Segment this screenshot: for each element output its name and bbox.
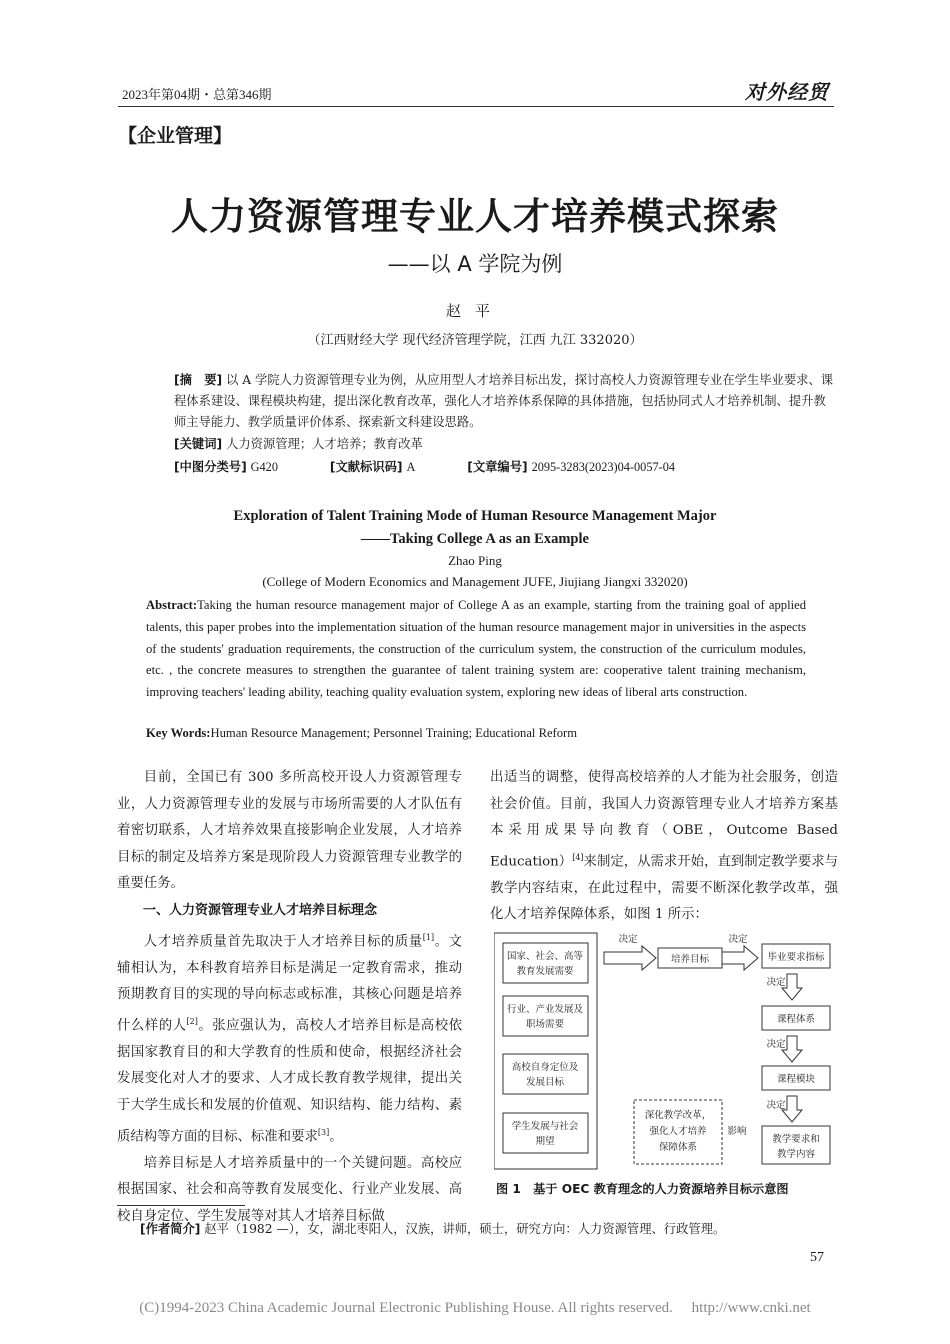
english-abstract — [146, 595, 806, 704]
english-title — [0, 505, 950, 551]
clc-value: G420 — [250, 460, 278, 474]
input-label-1a: 国家、社会、高等 — [506, 951, 584, 962]
keywords-cn-text: 人力资源管理；人才培养；教育改革 — [226, 437, 423, 451]
input-label-2b: 职场需要 — [525, 1019, 565, 1030]
grad-req-label: 毕业要求指标 — [767, 952, 825, 963]
page-subtitle: ——以 A 学院为例 — [387, 252, 563, 276]
figure-caption: 图 1 基于 OEC 教育理念的人力资源培养目标示意图 — [496, 1182, 789, 1196]
english-keywords — [146, 726, 806, 741]
article-id-label: [文章编号] — [467, 460, 528, 474]
input-label-1b: 教育发展需要 — [516, 966, 574, 977]
input-label-2a: 行业、产业发展及 — [506, 1004, 584, 1015]
english-abstract-label: Abstract: — [146, 598, 198, 612]
section-heading: 一、人力资源管理专业人才培养目标理念 — [143, 902, 378, 918]
input-box-4 — [503, 1113, 588, 1153]
english-keywords-label: Key Words: — [146, 726, 211, 740]
goal-label: 培养目标 — [670, 954, 710, 965]
input-label-3b: 发展目标 — [525, 1077, 565, 1088]
page-number: 57 — [810, 1250, 824, 1265]
reform-label-c: 保障体系 — [658, 1142, 698, 1153]
body-text: 。张应强认为，高校人才培养目标是高校依据国家教育目的和大学教育的性质和使命，根据经济社会发展变化对人才的要求、人才成长教育教学规律，提出关于大学生成长和发展的价值观、知识结构、能力结构、素质结构等方面的目标、标准和要求 — [117, 1018, 463, 1145]
body-text: 。 — [329, 1129, 343, 1145]
doc-code-value: A — [406, 460, 416, 474]
body-text: 来制定，从需求开始，直到制定教学要求与教学内容结束，在此过程中，需要不断深化教学改革，强化人才培养保障体系，如图 1 所示： — [490, 854, 838, 923]
doc-code-label: [文献标识码] — [329, 460, 403, 474]
english-title-line1: Exploration of Talent Training Mode of Human Resource Management Major — [233, 508, 717, 524]
influence-label: 影响 — [727, 1126, 747, 1137]
clc-label: [中图分类号] — [174, 460, 247, 474]
decide-label: 决定 — [766, 1100, 786, 1111]
body-paragraph — [490, 765, 838, 929]
citation-ref: [4] — [572, 852, 584, 862]
body-text: 出适当的调整，使得高校培养的人才能为社会服务，创造社会价值。目前，我国人力资源管理专业人才培养方案基本采用成果导向教育（OBE，Outcome Based Education） — [490, 770, 838, 870]
english-keywords-text: Human Resource Management; Personnel Training; Educational Reform — [210, 726, 578, 740]
arrow-right-icon — [604, 946, 656, 970]
input-box-3 — [503, 1054, 588, 1094]
figure-1-diagram — [494, 930, 834, 1170]
body-right-column — [490, 765, 838, 929]
arrow-right-icon — [722, 946, 758, 970]
author-note-label: [作者简介] — [140, 1222, 201, 1236]
footnote-rule — [117, 1205, 245, 1206]
body-paragraph — [117, 925, 462, 1151]
copyright-line: (C)1994-2023 China Academic Journal Electronic Publishing House. All rights reserved. http://www.cnki.net — [139, 1300, 811, 1316]
reform-label-a: 深化教学改革， — [644, 1110, 712, 1121]
input-box-1 — [503, 943, 588, 983]
keywords-cn — [174, 434, 834, 455]
module-label: 课程模块 — [776, 1074, 816, 1085]
english-title-line2: ——Taking College A as an Example — [361, 531, 589, 547]
section-tag: 【企业管理】 — [118, 125, 233, 147]
abstract-cn-text: 以 A 学院人力资源管理专业为例，从应用型人才培养目标出发，探讨高校人力资源管理专业在学生毕业要求、课程体系建设、课程模块构建，提出深化教育改革，强化人才培养体系保障的具体措施，包括协同式人才培养机制、提升教师主导能力、教学质量评价体系、探索新文科建设思路。 — [174, 373, 834, 429]
citation-ref: [3] — [317, 1127, 330, 1137]
teaching-label-a: 教学要求和 — [772, 1134, 820, 1145]
author-affiliation: （江西财经大学 现代经济管理学院，江西 九江 332020） — [307, 333, 643, 348]
header-rule — [118, 106, 834, 107]
curriculum-label: 课程体系 — [776, 1014, 816, 1025]
english-abstract-text: Taking the human resource management major of College A as an example, starting from the training goal of applied talents, this paper probes into the implementation situation of the human resource management major in universities in the aspects of the students' graduation requirements, the construction of the curriculum system, the construction of the curriculum modules, etc. , the concrete measures to strengthen the guarantee of talent training system are: cooperative talent training mechanism, improving teachers' leading ability, teaching quality evaluation system, exploring new ideas of liberal arts construction. — [146, 598, 806, 700]
decide-label: 决定 — [728, 934, 748, 945]
keywords-cn-label: [关键词] — [174, 437, 223, 451]
author-note — [140, 1219, 725, 1237]
citation-ref: [2] — [186, 1016, 198, 1026]
body-text: 人才培养质量首先取决于人才培养目标的质量 — [143, 934, 423, 950]
input-label-3a: 高校自身定位及 — [511, 1062, 579, 1073]
abstract-cn-label: [摘 要] — [174, 373, 223, 387]
reform-label-b: 强化人才培养 — [649, 1126, 707, 1137]
input-box-2 — [503, 996, 588, 1036]
body-paragraph: 培养目标是人才培养质量中的一个关键问题。高校应根据国家、社会和高等教育发展变化、行业产业发展、高校自身定位、学生发展等对其人才培养目标做 — [117, 1155, 462, 1224]
decide-label: 决定 — [618, 934, 638, 945]
journal-logo: 对外经贸 — [745, 80, 829, 104]
body-left-column — [117, 765, 462, 1231]
english-author: Zhao Ping — [448, 553, 502, 568]
input-label-4a: 学生发展与社会 — [511, 1121, 579, 1132]
article-id-value: 2095-3283(2023)04-0057-04 — [531, 460, 676, 474]
decide-label: 决定 — [766, 977, 786, 988]
input-label-4b: 期望 — [535, 1136, 555, 1147]
author-name: 赵平 — [445, 302, 504, 320]
english-affiliation: (College of Modern Economics and Management JUFE, Jiujiang Jiangxi 332020) — [262, 574, 688, 589]
decide-label: 决定 — [766, 1039, 786, 1050]
author-note-text: 赵平（1982 —），女，湖北枣阳人，汉族，讲师，硕士，研究方向：人力资源管理、行政管理。 — [204, 1222, 726, 1236]
teaching-label-b: 教学内容 — [776, 1149, 816, 1160]
page-title: 人力资源管理专业人才培养模式探索 — [171, 194, 779, 238]
issue-info: 2023年第04期・总第346期 — [122, 87, 272, 102]
abstract-cn — [174, 370, 834, 433]
citation-ref: [1] — [422, 932, 435, 942]
body-paragraph: 目前，全国已有 300 多所高校开设人力资源管理专业，人力资源管理专业的发展与市场所需要的人才队伍有着密切联系，人才培养效果直接影响企业发展，人才培养目标的制定及培养方案是现阶段人力资源管理专业教学的重要任务。 — [117, 770, 462, 892]
body-text: 。文辅相认为，本科教育培养目标是满足一定教育需求，推动预期教育目的实现的导向标志或标准，其核心问题是培养什么样的人 — [117, 934, 463, 1034]
classification-row — [174, 457, 834, 478]
